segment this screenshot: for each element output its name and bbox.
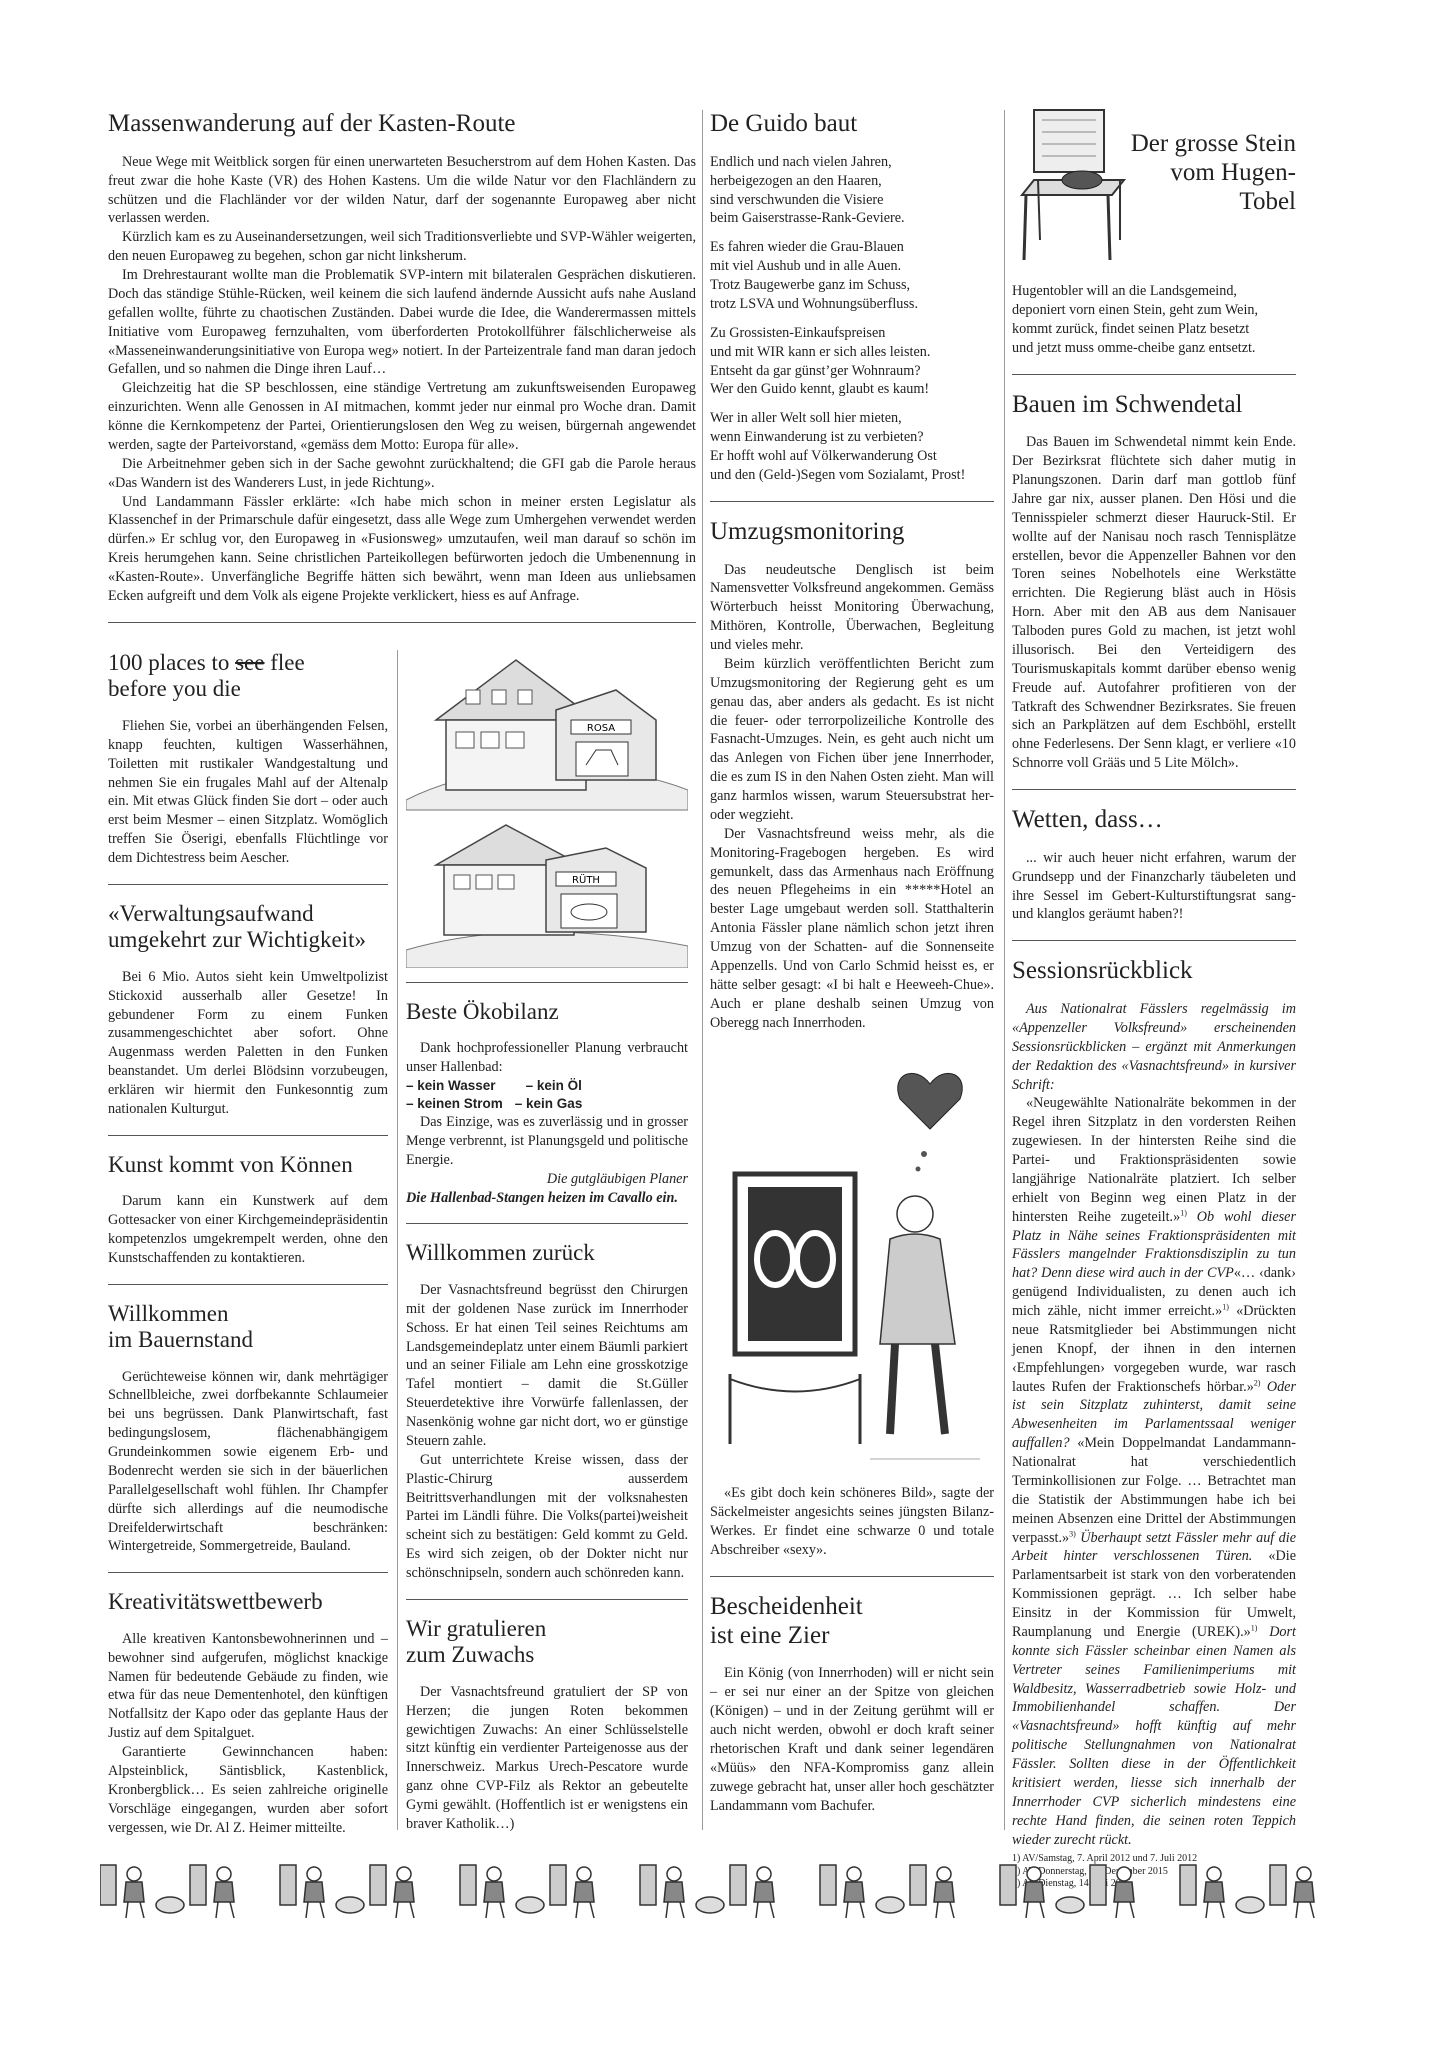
article-schwendetal: [1012, 391, 1296, 774]
divider: [108, 1572, 388, 1573]
article-100-places: [108, 650, 388, 868]
paragraph: Gleichzeitig hat die SP beschlossen, eine ständige Vertretung am zukunftsweisenden Europaweg einzurichten. Wenn alle Genossen in AI mitmachen, kommt jeder nur einmal pro Woche dran. Damit könne die Kernkompetenz der Partei, Orientierungslosen den Weg zu weisen, bürgernah angewendet werden, sagte der Parteivorstand, «gemäss dem Motto: Europa für alle».: [108, 380, 696, 453]
paragraph: ... wir auch heuer nicht erfahren, warum der Grundsepp und der Finanzcharly täubeleten und ihre Sessel im Gebert-Kulturstiftungsrat sang- und klanglos geräumt haben?!: [1012, 849, 1296, 923]
figure-strip-decoration: [100, 1865, 1314, 1918]
stanza: Wer in aller Welt soll hier mieten, wenn Einwanderung ist zu verbieten? Er hofft wohl auf Völkerwanderung Ost und den (Geld-)Segen vom Sozialamt, Prost!: [710, 410, 966, 483]
list-line: – keinen Strom – kein Gas: [406, 1096, 583, 1112]
article-title: Kunst kommt von Können: [108, 1151, 353, 1177]
painting-illustration: [710, 1044, 994, 1474]
paragraph: Kürzlich kam es zu Auseinandersetzungen, weil sich Traditionsverliebte und SVP-Wähler weigerten, den neuen Europaweg zu begehen, schon gar nicht linksherum.: [108, 229, 696, 265]
paragraph: Das Einzige, was es zuverlässig und in grosser Menge verbrennt, ist Planungsgeld und politische Energie.: [406, 1114, 688, 1168]
paragraph: Die Arbeitnehmer geben sich in der Sache gewohnt zurückhaltend; die GFI gab die Parole heraus «Das Wandern ist des Wanderers Lust, in jede Richtung».: [108, 455, 696, 491]
article-title: Willkommen im Bauernstand: [108, 1300, 253, 1353]
article-title: De Guido baut: [710, 110, 858, 137]
article-willkommen-zurueck: [406, 1240, 688, 1582]
paragraph: Bei 6 Mio. Autos sieht kein Umweltpolizist Stickoxid ausserhalb aller Gesetze! In gebundener Form zu einem Funken zusammengeschichtet aber sofort. Ohne Augenmass werden Paletten in den Funken beanstandet. Um derlei Blödsinn vorzubeugen, erklären wir hiermit den Funkesonntig zum nationalen Kulturgut.: [108, 968, 388, 1117]
article-massenwanderung: [108, 110, 696, 606]
column-4: [1012, 100, 1296, 1891]
divider: [108, 622, 696, 623]
article-bauernstand: [108, 1301, 388, 1557]
article-kreativitaet: [108, 1589, 388, 1837]
signature: Die gutgläubigen Planer: [546, 1170, 688, 1187]
paragraph: Gut unterrichtete Kreise wissen, dass der Plastic-Chirurg ausserdem Beitrittsverhandlungen mit der volksnahesten Partei im Ländli führe. Die Volks(partei)weisheit scheint sich zu bestätigen: Geld kommt zu Geld. Es wird sich zeigen, ob der Dokter nicht nur schönschnipseln, sondern auch schönreden kann.: [406, 1451, 688, 1582]
column-rule: [1004, 110, 1005, 1830]
paragraph: Beim kürzlich veröffentlichten Bericht zum Umzugsmonitoring der Regierung geht es um genau das, aber anders als gedacht. Es ist nicht die feuer- oder terrorpolizeiliche Kontrolle des Fasnacht-Umzuges. Nein, es geht auch nicht um das Anlegen von Fichen über jene Innerrhoder, die es zum IS in den Nahen Osten zieht. Man will ganz harmlos wissen, warum Steuersubstrat her- oder wegzieht.: [710, 655, 994, 823]
divider: [710, 501, 994, 502]
footnotes: 1) AV/Samstag, 7. April 2012 und 7. Juli 2012 2) AV/Donnerstag, 31. Dezember 2015 3) AV/Dienstag, 14. Juli 2015: [1012, 1853, 1198, 1890]
article-title: Kreativitätswettbewerb: [108, 1589, 323, 1615]
chair-drawing: [1012, 100, 1132, 270]
article-title: Wir gratulieren zum Zuwachs: [406, 1615, 547, 1668]
paragraph: Im Drehrestaurant wollte man die Problematik SVP-intern mit bilateralen Gesprächen diskutieren. Doch das ständige Stühle-Rücken, weil keinem die sich laufend ändernde Aussicht aufs nahe Ausland gefallen wollte, führte zu chaotischen Zuständen. Dabei wurde die Idee, die Wanderermassen mittels Initiative vom Europaweg fernzuhalten, vom überforderten Protokollführer fälschlicherweise als «Masseneinwanderungsinitiative von Europa weg» notiert. In der Parteizentrale fand man daran jedoch Gefallen, und so nahmen die Dinge ihren Lauf…: [108, 267, 696, 378]
article-title: «Verwaltungsaufwand umgekehrt zur Wichtigkeit»: [108, 900, 366, 953]
column-1-narrow: [108, 650, 388, 1837]
article-gratulieren: [406, 1616, 688, 1834]
column-rule: [702, 110, 703, 1830]
stanza: Endlich und nach vielen Jahren, herbeigezogen an den Haaren, sind verschwunden die Visiere beim Gaiserstrasse-Rank-Geviere.: [710, 153, 905, 227]
divider: [1012, 940, 1296, 941]
divider: [406, 982, 688, 983]
divider: [108, 884, 388, 885]
houses-illustration: [406, 650, 688, 968]
article-wetten: [1012, 806, 1296, 924]
article-title: Sessionsrückblick: [1012, 957, 1193, 985]
article-title: Bescheidenheit ist eine Zier: [710, 1592, 863, 1649]
article-sessionsrueckblick: [1012, 957, 1296, 1891]
bold-line: Die Hallenbad-Stangen heizen im Cavallo ein.: [406, 1189, 678, 1206]
divider: [406, 1223, 688, 1224]
article-title: Wetten, dass…: [1012, 806, 1163, 833]
column-2: [406, 650, 688, 1834]
paragraph: Darum kann ein Kunstwerk auf dem Gottesacker von einer Kirchgemeindepräsidentin kompetenzlos umgekrempelt werden, ohne den Kunstschaffenden zu kontaktieren.: [108, 1193, 388, 1266]
painting-drawing: [710, 1044, 994, 1474]
paragraph: Der Vasnachtsfreund begrüsst den Chirurgen mit der goldenen Nase zurück im Innerrhoder Schoss. Er hat einen Teil seines Reichtums am Landsgemeindeplatz unter einem Bäumli parkiert und an seiner Filiale am Lehn eine grosskotzige Tafel montiert – damit die St.Güller Steuerdetektive ihre Vorwürfe fallenlassen, der Nasenkönig wohne gar nicht dort, wo er günstige Steuern zahle.: [406, 1281, 688, 1449]
sign-rueth: RÜTH: [572, 875, 600, 886]
article-guido: [710, 110, 994, 485]
divider: [108, 1135, 388, 1136]
article-title: Willkommen zurück: [406, 1240, 595, 1266]
paragraph: Neue Wege mit Weitblick sorgen für einen unerwarteten Besucherstrom auf dem Hohen Kasten. Das freut zwar die hohe Kaste (VR) des Hohen Kastens. Um die wilde Natur vor den Flachländern zu schützen und die Flachländer vor der wilden Natur, darf der sogenannte Europaweg aber nicht verlassen werden.: [108, 153, 696, 227]
image-caption: «Es gibt doch kein schöneres Bild», sagte der Säckelmeister angesichts seines jüngsten Bilanz-Werkes. Er findet eine schwarze 0 und totale Abschreiber «sexy».: [710, 1485, 994, 1558]
column-1: [108, 110, 696, 639]
sign-rosa: ROSA: [586, 723, 616, 734]
article-title: Der grosse Stein vom Hugen- Tobel: [1130, 130, 1296, 215]
paragraph: «Neugewählte Nationalräte bekommen in der Regel ihren Sitzplatz in den vordersten Reihen zugewiesen. In der hintersten Reihe sind die Partei- und Fraktionspräsidenten sowie langjährige Nationalräte platziert. Ich selber erhielt von Beginn weg einen Platz in der hintersten Reihe zugeteilt.»$^{1)}$ Ob wohl dieser Platz in Nähe seines Fraktionspräsidenten mit Fässlers mangelnder Fraktionsdisziplin zu tun hat? Denn diese wird auch in der CVP«… ‹dank› genügend Individualisten, zu denen auch ich mich zähle, nicht immer erreicht.»$^{1)}$ «Drückten neue Ratsmitglieder bei Abstimmungen nicht jenen Knopf, der ihnen in den internen ‹Empfehlungen› vorgegeben wurde, war rasch lautes Rufen der Fraktionschefs hörbar.»$^{2)}$ Oder ist sein Sitzplatz zuhinterst, damit seine Abwesenheiten im Parlamentssaal weniger auffallen? «Mein Doppelmandat Landammann-Nationalrat hat verschiedentlich Terminkollisionen zur Folge. … Betrachtet man die Statistik der Abstimmungen habe ich bei meinen Absenzen eine Drittel der Abstimmungen verpasst.»$^{3)}$ Überhaupt setzt Fässler mehr auf die Arbeit hinter verschlossenen Türen. «Die Parlamentsarbeit ist stark von den vorberatenden Kommissionen geprägt. … Ich selber habe Einsitz in der Kommission für Umwelt, Raumplanung und Energie (UREK).»$^{1)}$ Dort konnte sich Fässler scheinbar einen Namen als Vertreter seines Familienimperiums mit Waldbesitz, Wasserradbetrieb sowie Holz- und Immobilienhandel schaffen. Der «Vasnachtsfreund» hofft künftig auf mehr politische Stellungnahmen von Nationalrat Fässler. Sollten diese in der Öffentlichkeit kritisiert werden, liesse sich innerhalb der Innerrhoder CVP sicherlich mindestens eine rechte Hand finden, die seinen roten Teppich wieder zurecht rückt.: [1012, 1095, 1297, 1848]
article-title: Bauen im Schwendetal: [1012, 390, 1243, 418]
divider: [108, 1284, 388, 1285]
houses-drawing: [406, 650, 688, 968]
column-3: [710, 110, 994, 1815]
paragraph: Fliehen Sie, vorbei an überhängenden Felsen, knapp feuchten, kultigen Wasserhähnen, Toiletten mit rustikaler Wandgestaltung und nehmen Sie ein frugales Mahl auf der Altenalp ein. Mit etwas Glück finden Sie dort – oder auch erst beim Mesmer – einen Sitzplatz. Womöglich treffen Sie Öserigi, ebenfalls Flüchtlinge vor dem Dichtestress beim Aescher.: [108, 717, 388, 866]
paragraph: Der Vasnachtsfreund weiss mehr, als die Monitoring-Fragebogen hergeben. Es wird gemunkelt, dass das Armenhaus nach Eröffnung des neuen Pflegeheims in ein *****Hotel an bester Lage umgebaut werden soll. Statthalterin Antonia Fässler plane nämlich schon jetzt ihren Umzug von der Schatten- auf die Sonnenseite Appenzells. Und von Carlo Schmid heisst es, er hätte selber gesagt: «I bi halt e Heeweeh-Chue». Auch er plane deshalb seinen Umzug von Oberegg nach Innerrhoden.: [710, 825, 994, 1031]
article-title: Beste Ökobilanz: [406, 999, 559, 1024]
article-bescheidenheit: [710, 1593, 994, 1816]
paragraph: Das Bauen im Schwendetal nimmt kein Ende. Der Bezirksrat flüchtete sich daher mutig in Planungszonen. Darin darf man gottlob fünf Jahre gar nix, ausser planen. Den Hösi und die Tennisspieler schmerzt dieser Hauruck-Stil. Er wollte auf der Nanisau noch rasch Tennisplätze erstellen, bevor die Appenzeller Bahnen vor den Toren seines Nobelhotels eine Werkstätte errichten. Die Regierung bläst auch in Hösis Horn. Aber mit den AB aus dem Nanisauer Talboden pures Gold zu machen, ist jetzt wohl illusorisch. Bei den Verteidigern des Tourismuskapitals kommt darüber ebenso wenig Freude auf. Autofahrer profitieren von der Tatkraft des Schwendner Bezirksrates. Sie freuen sich an Parkplätzen auf dem Eschböhl, erstellt ohne Federlesens. Der Senn klagt, er verliere «10 Schnorre voll Grääs und 5 Lite Mölch».: [1012, 434, 1296, 772]
paragraph: Das neudeutsche Denglisch ist beim Namensvetter Volksfreund angekommen. Gemäss Wörterbuch heisst Monitoring Überwachung, Mithören, Kontrolle, Überwachen, Begleitung und vieles mehr.: [710, 561, 994, 653]
divider: [1012, 374, 1296, 375]
paragraph: Ein König (von Innerrhoden) will er nicht sein – er sei nur einer an der Spitze von gleichen (Königen) – und in der Zeitung gerühmt will er auch nicht werden, obwohl er doch kraft seiner rhetorischen Kraft und dank seiner legendären «Müüs» den NFA-Kompromiss ganz allein zuwege gebracht hat, unser aller hoch geschätzter Landammann vom Bachufer.: [710, 1665, 994, 1814]
list-line: – kein Wasser – kein Öl: [406, 1078, 582, 1094]
article-title: 100 places to see flee before you die: [108, 650, 305, 702]
stein-poem: Hugentobler will an die Landsgemeind, deponiert vorn einen Stein, geht zum Wein, kommt zurück, findet seinen Platz besetzt und jetzt muss omme-cheibe ganz entsetzt.: [1012, 283, 1259, 356]
article-title: Umzugsmonitoring: [710, 517, 905, 545]
intro: Aus Nationalrat Fässlers regelmässig im «Appenzeller Volksfreund» erscheinenden Sessionsrückblicken – ergänzt mit Anmerkungen der Redaktion des «Vasnachtsfreund» in kursiver Schrift:: [1012, 1001, 1296, 1093]
paragraph: Und Landammann Fässler erklärte: «Ich habe mich schon in meiner ersten Legislatur als Klassenchef in der Primarschule dafür eingesetzt, dass alle Wege zum Umhergehen verwendet werden dürfen.» Er schlug vor, den Europaweg in «Fusionsweg» umzutaufen, weil man darauf so schön im Kreis herumgehen kann. Seine christlichen Parteikollegen befürworten jedoch die Umbenennung in «Kasten-Route». Unverfängliche Begriffe hätten sich bewährt, wenn man Ideen aus unliebsamen Ecken aufgreift und dem Volk als eigene Projekte verklickert, hiess es auf Anfrage.: [108, 493, 696, 604]
divider: [1012, 789, 1296, 790]
column-rule: [397, 650, 398, 1830]
paragraph: Der Vasnachtsfreund gratuliert der SP von Herzen; die jungen Roten bekommen gewichtigen Zuwachs: An einer Schlüsselstelle sitzt künftig ein verdienter Parteigenosse aus der Innerschweiz. Markus Urech-Pescatore wurde ganz ohne CVP-Filz als Rektor an gebeutelte Gymi gewählt. (Hoffentlich ist er wenigstens ein braver Katholik…): [406, 1683, 688, 1832]
article-oekobilanz: [406, 999, 688, 1207]
cartoon-strip: [100, 1860, 1340, 1922]
paragraph: Alle kreativen Kantonsbewohnerinnen und –bewohner sind aufgerufen, möglichst knackige Namen für bedeutende Gebäude zu finden, wie etwa für das neue Dementenhotel, den künftigen Notfallsitz der Kapo oder das geplante Haus der Justiz auf dem Spitalguet.: [108, 1630, 388, 1742]
article-title: Massenwanderung auf der Kasten-Route: [108, 110, 516, 137]
stein-header: [1012, 100, 1296, 270]
article-verwaltungsaufwand: [108, 901, 388, 1119]
article-umzugsmonitoring: [710, 518, 994, 1033]
stanza: Es fahren wieder die Grau-Blauen mit viel Aushub und in alle Auen. Trotz Baugewerbe ganz im Schuss, trotz LSVA und Wohnungsüberfluss.: [710, 239, 918, 312]
divider: [406, 1599, 688, 1600]
paragraph: Garantierte Gewinnchancen haben: Alpsteinblick, Säntisblick, Kastenblick, Kronbergblick… Es seien zahlreiche originelle Vorschläge eingegangen, wurden aber sofort vergessen, wie Dr. Al Z. Heimer mitteilte.: [108, 1744, 388, 1836]
article-kunst: [108, 1152, 388, 1268]
paragraph: Dank hochprofessioneller Planung verbraucht unser Hallenbad:: [406, 1040, 688, 1076]
divider: [710, 1576, 994, 1577]
paragraph: Gerüchteweise können wir, dank mehrtägiger Schnellbleiche, zwei dorfbekannte Schlaumeier bei uns begrüssen. Dank Planwirtschaft, fast bedingungslosem, flächenabhängigem Grundeinkommen sowie eigenem Erb- und Bodenrecht werden sie sich in der bäuerlichen Parallelgesellschaft wohl fühlen. Ihr Champfer dürfte sich allerdings auf die neumodische Dreifelderwirtschaft beschränken: Wintergetreide, Sommergetreide, Bauland.: [108, 1368, 388, 1555]
stanza: Zu Grossisten-Einkaufspreisen und mit WIR kann er sich alles leisten. Entseht da gar günst’ger Wohnraum? Wer den Guido kennt, glaubt es kaum!: [710, 324, 931, 398]
